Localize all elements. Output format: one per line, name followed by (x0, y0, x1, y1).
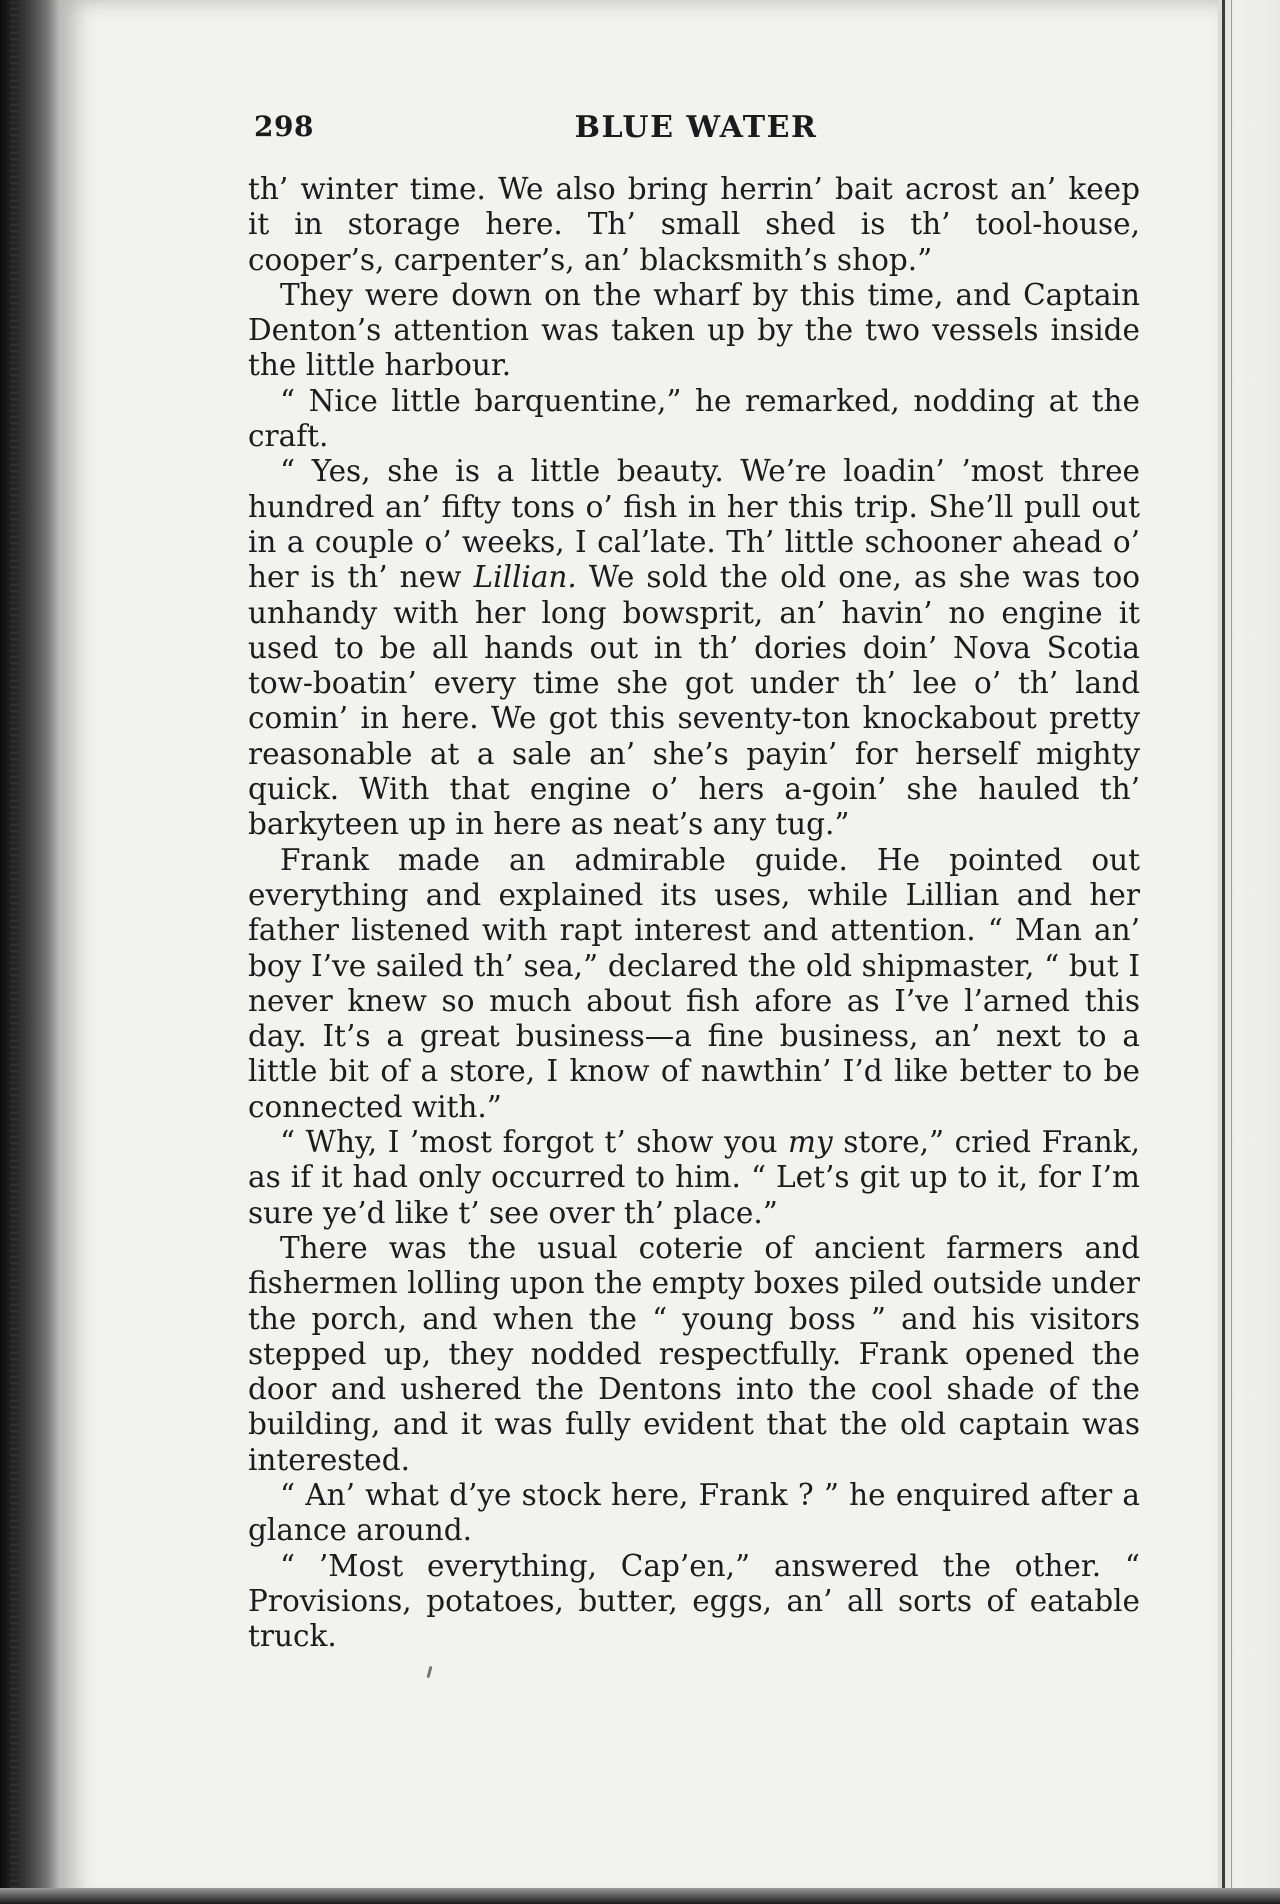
paragraph (248, 1549, 1140, 1655)
paragraph (248, 278, 1140, 384)
italic-text: Lillian. (473, 560, 577, 595)
text-run: They were down on the wharf by this time, and Captain Denton’s attention was taken up by the two vessels inside the little harbour. (248, 277, 1140, 383)
text-run: We sold the old one, as she was too unhandy with her long bowsprit, an’ havin’ no engine it used to be all hands out in th’ dories doin’ Nova Scotia tow-boatin’ every time she got under th’ lee o’ th’ land comin’ in here. We got this seventy-ton knockabout pretty reasonable at a sale an’ she’s payin’ for herself mighty quick. With that engine o’ hers a-goin’ she hauled th’ barkyteen up in here as neat’s any tug.” (248, 560, 1140, 842)
page-header (254, 110, 1138, 158)
paragraph (248, 1231, 1140, 1478)
paragraph (248, 1478, 1140, 1549)
text-run: “ ’Most everything, Cap’en,” answered the other. “ Provisions, potatoes, butter, eggs, an’ all sorts of eatable truck. (248, 1548, 1140, 1654)
scan-bottom-edge (0, 1888, 1280, 1904)
italic-text: my (788, 1125, 833, 1160)
text-run: Frank made an admirable guide. He pointed out everything and explained its uses, while Lillian and her father listened with rapt interest and attention. “ Man an’ boy I’ve sailed th’ sea,” declared the old shipmaster, “ but I never knew so much about fish afore as I’ve l’arned this day. It’s a great business—a fine business, an’ next to a little bit of a store, I know of nawthin’ I’d like better to be connected with.” (248, 842, 1140, 1124)
gutter-line (1222, 0, 1225, 1888)
book-spine-edge (0, 0, 60, 1904)
page-number: 298 (254, 110, 314, 143)
gutter-line-secondary (1231, 0, 1232, 1888)
text-run: There was the usual coterie of ancient farmers and fishermen lolling upon the empty boxes piled outside under the porch, and when the “ young boss ” and his visitors stepped up, they nodded respectfully. Frank opened the door and ushered the Dentons into the cool shade of the building, and it was fully evident that the old captain was interested. (248, 1230, 1140, 1477)
text-run: th’ winter time. We also bring herrin’ bait acrost an’ keep it in storage here. Th’ small shed is th’ tool-house, cooper’s, carpenter’s, an’ blacksmith’s shop.” (248, 172, 1140, 277)
paragraph (248, 843, 1140, 1125)
text-run: store,” cried Frank, as if it had only occurred to him. “ Let’s git up to it, for I’m sure ye’d like t’ see over th’ place.” (248, 1125, 1141, 1230)
body-text (248, 172, 1140, 1654)
paragraph (248, 1125, 1140, 1231)
running-head-title: BLUE WATER (574, 110, 818, 145)
text-run: “ Why, I ’most forgot t’ show you (280, 1125, 789, 1160)
text-run: “ Nice little barquentine,” he remarked, nodding at the craft. (248, 383, 1140, 454)
paragraph (248, 172, 1140, 278)
paragraph (248, 454, 1140, 842)
text-run: “ Yes, she is a little beauty. We’re loadin’ ’most three hundred an’ fifty tons o’ fish in her this trip. She’ll pull out in a couple o’ weeks, I cal’late. Th’ little schooner ahead o’ her is th’ new (248, 454, 1140, 595)
page-gutter-edge (1218, 0, 1280, 1904)
text-run: “ An’ what d’ye stock here, Frank ? ” he enquired after a glance around. (248, 1477, 1140, 1548)
paragraph (248, 384, 1140, 455)
